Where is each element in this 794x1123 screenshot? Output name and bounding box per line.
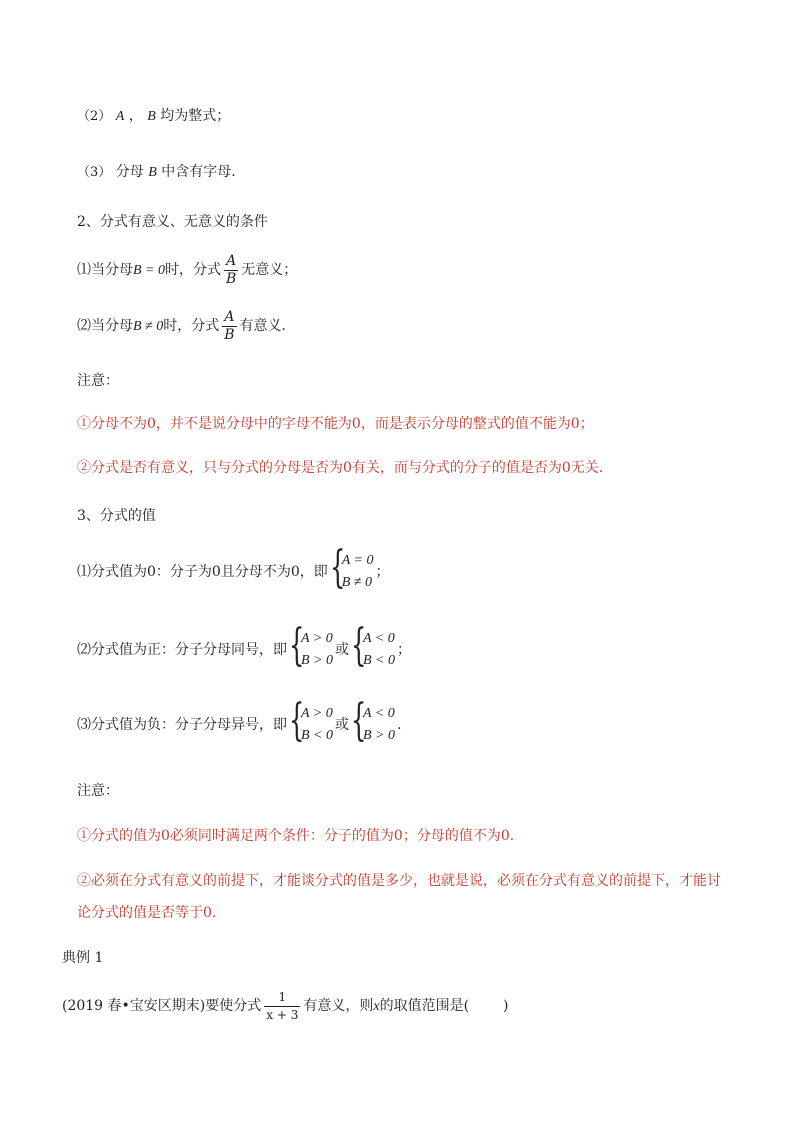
question-text: 的取值范围是( [379, 998, 470, 1014]
item-text: ⑵当分母 [77, 318, 133, 334]
condition-item-3 [77, 162, 236, 183]
item-text: 有意义． [239, 318, 296, 334]
brace-icon: { [289, 695, 305, 746]
item-text: 时，分式 [163, 318, 220, 334]
section-3-item-1 [77, 542, 390, 594]
condition-expr: B = 0 [133, 263, 165, 278]
denominator: B [226, 270, 237, 287]
system-row: B > 0 [363, 728, 395, 743]
item-text: 时，分式 [165, 262, 221, 278]
brace-icon: { [351, 695, 367, 746]
fraction [222, 309, 236, 344]
item-text: 均为整式； [160, 108, 231, 124]
system-row: A > 0 [301, 631, 333, 646]
section-2-title: 2、分式有意义、无意义的条件 [77, 214, 268, 230]
system-row: B < 0 [363, 653, 395, 668]
item-text: ⑴当分母 [77, 262, 133, 278]
section-2-item-2 [77, 308, 296, 345]
note-2-item-2: ②必须在分式有意义的前提下，才能谈分式的值是多少，也就是说，必须在分式有意义的前提下，才能讨 [77, 873, 721, 889]
note-2-item-1: ①分式的值为0必须同时满足两个条件：分子的值为0；分母的值不为0. [77, 828, 515, 844]
item-text: ； [397, 642, 411, 658]
var-a: A [115, 109, 125, 124]
brace-icon: { [329, 542, 346, 593]
item-text: 无意义； [241, 262, 298, 278]
note-1-item-2: ②分式是否有意义，只与分式的分母是否为0有关，而与分式的分子的值是否为0无关. [77, 460, 604, 476]
item-number: （2） [77, 109, 112, 124]
section-3-item-2 [77, 620, 411, 672]
note-1-item-1: ①分母不为0，并不是说分母中的字母不能为0，而是表示分母的整式的值不能为0； [77, 416, 594, 432]
or-word: 或 [335, 717, 349, 733]
item-text: 中含有字母. [161, 164, 236, 180]
system-row: B < 0 [301, 728, 333, 743]
equation-system [289, 695, 333, 747]
system-row: A = 0 [341, 553, 374, 568]
var-b: B [147, 109, 156, 124]
fraction [224, 253, 238, 288]
question-text: ) [503, 998, 509, 1014]
item-text: ； [375, 564, 390, 580]
fraction [264, 989, 300, 1024]
item-text: . [397, 717, 402, 733]
equation-system [351, 695, 395, 747]
item-text: ⑶分式值为负：分子分母异号，即 [77, 717, 287, 733]
or-word: 或 [335, 642, 349, 658]
item-text: 分母 [115, 164, 144, 180]
brace-icon: { [289, 620, 305, 671]
brace-icon: { [351, 620, 367, 671]
var-x: x [373, 999, 380, 1014]
var-b: B [148, 165, 157, 180]
equation-system [289, 620, 333, 672]
question-text: 有意义，则 [303, 998, 374, 1014]
question-text: (2019 春•宝安区期末)要使分式 [62, 998, 262, 1014]
numerator: A [226, 252, 237, 269]
note-2-item-2-cont: 论分式的值是否等于0. [77, 905, 217, 921]
condition-item-2 [77, 106, 230, 127]
note-1-title: 注意： [77, 373, 119, 389]
system-row: A > 0 [301, 706, 333, 721]
example-title: 典例 1 [62, 950, 104, 966]
numerator: A [224, 308, 235, 325]
denominator: B [224, 326, 235, 343]
separator: ， [128, 108, 143, 124]
item-text: ⑵分式值为正：分子分母同号，即 [77, 642, 287, 658]
equation-system [329, 542, 374, 594]
system-row: B ≠ 0 [341, 575, 372, 590]
section-3-title: 3、分式的值 [77, 508, 156, 524]
note-2-title: 注意： [77, 783, 119, 799]
example-question [62, 988, 509, 1025]
denominator: x + 3 [266, 1007, 299, 1022]
condition-expr: B ≠ 0 [133, 319, 164, 334]
system-row: A < 0 [363, 631, 395, 646]
equation-system [351, 620, 395, 672]
numerator: 1 [278, 989, 287, 1004]
system-row: A < 0 [363, 706, 395, 721]
section-3-item-3 [77, 695, 402, 747]
item-number: （3） [77, 165, 112, 180]
item-text: ⑴分式值为0：分子为0且分母不为0，即 [77, 564, 328, 580]
section-2-item-1 [77, 252, 297, 289]
system-row: B > 0 [301, 653, 333, 668]
